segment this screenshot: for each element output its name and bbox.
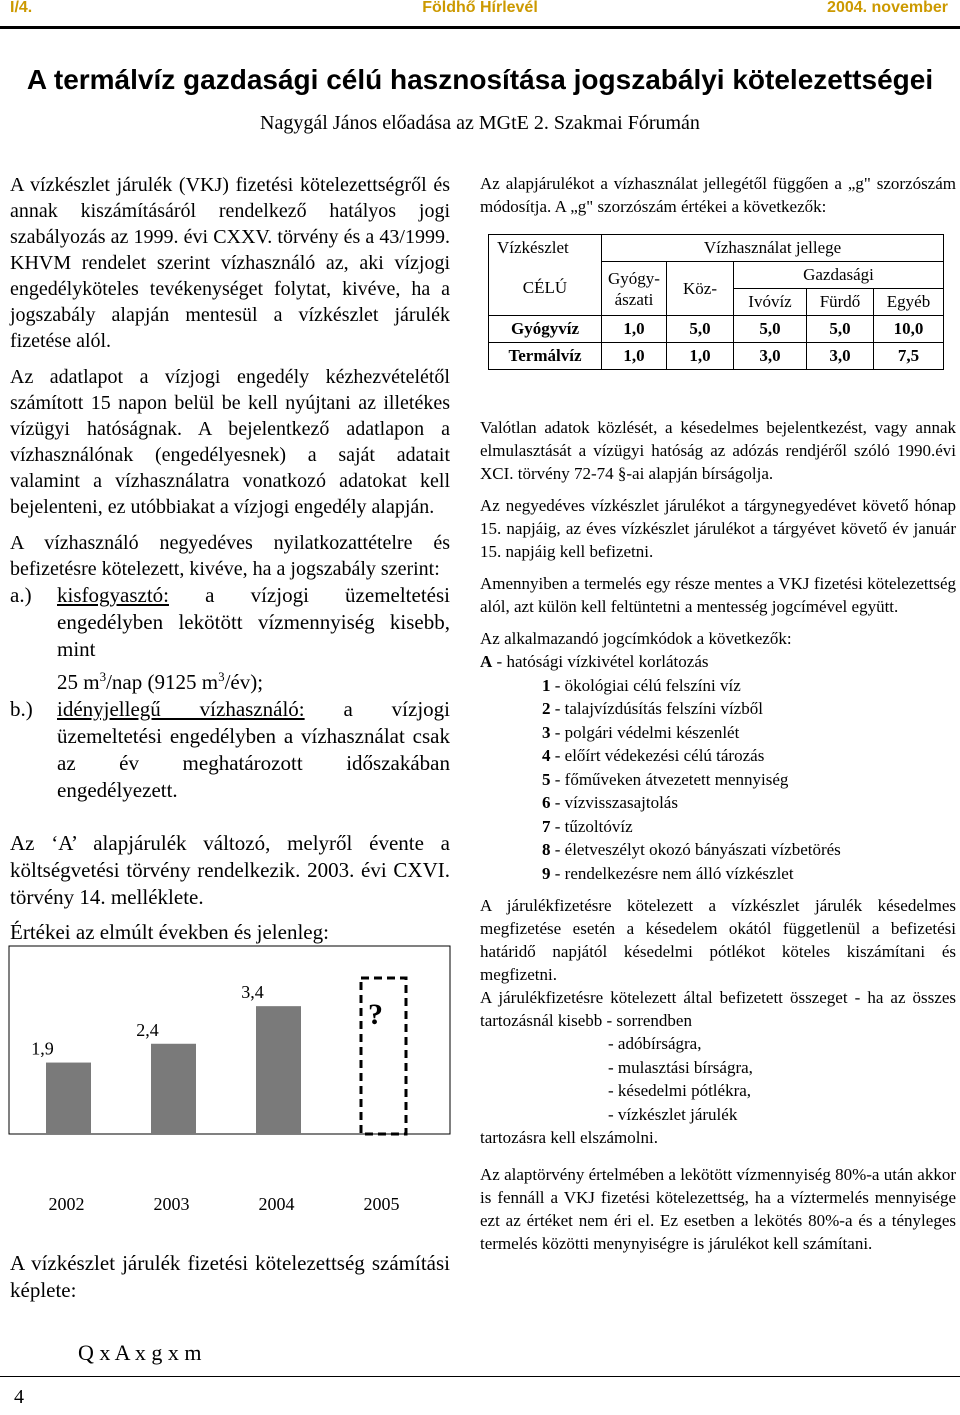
list-item: - adóbírságra, [608,1034,702,1053]
list-label-b: b.) [10,697,33,721]
list-item: 2 - talajvízdúsítás felszíni vízből [542,699,763,718]
table-cell: 1,0 [602,316,667,343]
bar-2002 [46,1063,91,1134]
data-label-2003: 2,4 [136,1019,159,1040]
left-paragraph-5: Értékei az elmúlt években és jelenleg: [10,920,329,944]
table-cell: 1,0 [667,343,734,370]
x-tick-label-2003: 2003 [153,1194,190,1214]
list-item: 9 - rendelkezésre nem álló vízkészlet [542,863,794,883]
code-a-key: A [480,652,493,671]
term-kisfogyaszto: kisfogyasztó: [57,583,169,607]
table-cell: 5,0 [667,316,734,343]
list-item: 5 - főműveken átvezetett mennyiség [542,769,789,789]
left-paragraph-6: A vízkészlet járulék fizetési kötelezettség számítási képlete: [10,1251,450,1302]
data-label-2002: 1,9 [31,1038,54,1059]
article-title: A termálvíz gazdasági célú hasznosítása jogszabályi kötelezettségei [26,64,934,95]
item-b-text: a vízjogi üzemeltetési engedélyben a vízhasználat csak az év meghatározott időszakában engedélyezett. [57,697,450,802]
right-paragraph-6: A járulékfizetésre kötelezett a vízkészlet járulék késedelmes megfizetése esetén a késedelem okától függetlenül a befizetési határidő napjától késedelmi pótlékot köteles kiszámítani és megfizetni. [480,896,956,984]
page-number: 4 [14,1386,24,1408]
th-vizhasznalat: Vízhasználat jellege [602,235,944,262]
left-paragraph-1: A vízkészlet járulék (VKJ) fizetési kötelezettségről és annak kiszámításáról rendelkező hatályos jogi szabályozás az 1999. évi CXXV. törvény és a 43/1999. KHVM rendelet szerint vízhasználó az, aki vízjogi engedélyköteles tevékenységet folytat, kivéve, ha a jogszabály alapján mentesül a vízkészlet járulék fizetése alól. [10,174,450,352]
list-item-a [10,582,450,696]
th-furdo: Fürdő [807,289,874,316]
list-item: 6 - vízvisszasajtolás [542,793,678,812]
table-cell: 1,0 [602,343,667,370]
data-label-2005: ? [368,998,383,1032]
newspaper-name: Földhő Hírlevél [422,0,538,16]
item-a-amount-3: /év); [224,670,264,694]
table-cell: 5,0 [734,316,807,343]
code-a [480,650,956,674]
th-gyogyaszati [602,262,667,316]
right-paragraph-8: tartozásra kell elszámolni. [480,1128,658,1147]
list-item: 3 - polgári védelmi készenlét [542,722,740,742]
list-item: - késedelmi pótlékra, [608,1081,752,1100]
x-tick-label-2005: 2005 [363,1194,400,1214]
vkj-bar-chart [8,930,452,1220]
table-cell: 7,5 [874,343,944,370]
left-paragraph-3: A vízhasználó negyedéves nyilatkozattételre és befizetésre kötelezett, kivéve, ha a jogszabály szerint: [10,532,450,580]
th-aszati: ászati [614,289,654,309]
row-name: Gyógyvíz [489,316,602,343]
list-item: - mulasztási bírságra, [608,1057,753,1077]
left-paragraph-2: Az adatlapot a vízjogi engedély kézhezvételétől számított 15 napon belül be kell nyújtani az illetékes vízügyi hatóságnak. A bejelentkező adatlapon a vízhasználónak (engedélyesnek) a saját adatait valamint a vízhasználatra vonatkozó adatokat kell bejelenteni, ez utóbbiakat a vízjogi engedély alapján. [10,366,450,518]
row-name: Termálvíz [489,343,602,370]
th-gyogy: Gyógy- [608,268,660,288]
footer-rule [0,1376,960,1377]
x-tick-label-2002: 2002 [48,1194,85,1214]
list-label-a: a.) [10,583,32,607]
table-row [489,343,944,370]
item-a-sup-1: 3 [99,669,107,684]
list-item-b [10,696,450,804]
code-a-text: - hatósági vízkivétel korlátozás [492,652,709,671]
item-a-amount-2: /nap (9125 m [106,670,219,694]
th-celu: CÉLÚ [489,262,602,316]
list-item: - vízkészlet járulék [608,1104,738,1124]
right-paragraph-4: Amennyiben a termelés egy része mentes a VKJ fizetési kötelezettség alól, azt külön kell feltüntetni a mentesség jogcímével együtt. [480,574,956,616]
th-gazdasagi: Gazdasági [734,262,944,289]
left-paragraph-4: Az ‘A’ alapjárulék változó, melyről évente a költségvetési törvény rendelkezik. 2003. évi CXVI. törvény 14. melléklete. [10,831,450,909]
bar-2004 [256,1006,301,1134]
right-paragraph-1: Az alapjárulékot a vízhasználat jellegétől függően a „g" szorzószám módosítja. A „g" szorzószám értékei a következők: [480,174,956,216]
bar-2003 [151,1044,196,1134]
right-paragraph-7: A járulékfizetésre kötelezett által befizetett összeget - ha az összes tartozásnál kisebb - sorrendben [480,988,956,1030]
left-column [10,172,450,946]
term-idenyjellegu: idényjellegű vízhasználó: [57,697,305,721]
right-column [480,172,956,1255]
g-multiplier-table [488,234,944,370]
list-item: 8 - életveszélyt okozó bányászati vízbetörés [542,840,841,859]
list-item: 1 - ökológiai célú felszíni víz [542,675,741,695]
header-rule [0,26,960,29]
order-list [608,1032,956,1126]
data-label-2004: 3,4 [241,982,264,1003]
formula: Q x A x g x m [78,1340,202,1365]
right-paragraph-2: Valótlan adatok közlését, a késedelmes bejelentkezést, vagy annak elmulasztását a vízügyi hatóság az adózás rendjéről szóló 1990.évi XCI. törvény 72-74 §-ai alapján bírságolja. [480,418,956,483]
th-vizkeszlet: Vízkészlet [489,235,602,262]
article-subtitle: Nagygál János előadása az MGtE 2. Szakmai Fórumán [260,112,700,134]
item-a-text: a vízjogi üzemeltetési engedélyben lekötött vízmennyiség kisebb, mint [57,583,450,661]
table-cell: 3,0 [807,343,874,370]
th-egyeb: Egyéb [874,289,944,316]
code-list [542,674,956,886]
table-cell: 10,0 [874,316,944,343]
list-item: 7 - tűzoltóvíz [542,816,633,836]
item-a-sup-2: 3 [218,669,225,684]
right-paragraph-9: Az alaptörvény értelmében a lekötött vízmennyiség 80%-a után akkor is fennáll a VKJ fizetési kötelezettség, ha a víztermelés mennyisége ezt az értéket nem éri el. Ez esetben a lekötés 80%-a és a tényleges termelés közötti menynyiségre is járulékot kell számítani. [480,1165,956,1253]
list-item: 4 - előírt védekezési célú tározás [542,746,765,765]
th-ivoviz: Ivóvíz [734,289,807,316]
th-koz: Köz- [667,262,734,316]
issue-date: 2004. november [827,0,948,16]
x-tick-label-2004: 2004 [258,1194,295,1214]
table-cell: 3,0 [734,343,807,370]
table-cell: 5,0 [807,316,874,343]
right-paragraph-3: Az negyedéves vízkészlet járulékot a tárgynegyedévet követő hónap 15. napjáig, az éves vízkészlet járulékot a tárgyévet követő év január 15. napjáig kell befizetni. [480,496,956,561]
right-paragraph-5: Az alkalmazandó jogcímkódok a következők: [480,629,792,648]
table-row [489,316,944,343]
item-a-amount-1: 25 m [57,670,100,694]
page-ref: I/4. [10,0,33,16]
